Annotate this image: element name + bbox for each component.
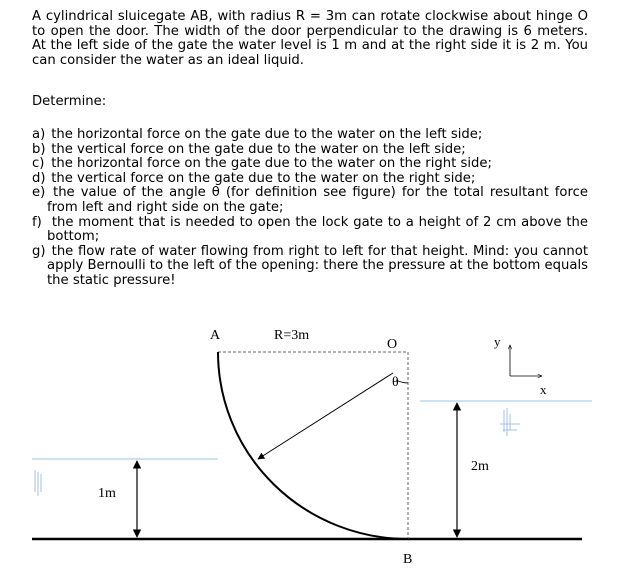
label-theta: θ (392, 375, 399, 390)
question-label: g) (32, 243, 46, 259)
problem-intro: A cylindrical sluicegate AB, with radius R = 3m can rotate clockwise about hinge O to open the door. The width of the door perpendicular to the drawing is 6 meters. At the left side of the gate the water level is 1 m and at the right side it is 2 m. You can consider the water as an ideal liquid. (32, 9, 588, 68)
question-text: the vertical force on the gate due to the water on the right side; (51, 170, 476, 186)
right-water-level-icon (500, 408, 520, 436)
label-y: y (494, 334, 501, 349)
question-label: e) (32, 185, 46, 201)
question-label: f) (32, 214, 42, 230)
label-O: O (387, 337, 398, 352)
label-B: B (403, 552, 413, 567)
question-text: the flow rate of water flowing from right to left for that height. Mind: you cannot apply Bernoulli to the left of the opening: there the pressure at the bottom equals the static pressure! (47, 243, 588, 288)
label-R: R=3m (274, 328, 310, 343)
question-label: d) (32, 170, 46, 186)
question-text: the horizontal force on the gate due to the water on the left side; (51, 127, 483, 142)
sluice-gate-arc (218, 352, 408, 539)
question-text: the value of the angle θ (for definition see figure) for the total resultant force from left and right side on the gate; (47, 185, 588, 215)
question-text: the horizontal force on the gate due to the water on the right side; (51, 156, 492, 172)
label-2m: 2m (471, 459, 489, 474)
determine-heading: Determine: (32, 94, 107, 109)
question-label: a) (32, 127, 46, 142)
axis-system-icon (510, 345, 542, 376)
question-label: b) (32, 141, 46, 157)
question-label: c) (32, 156, 45, 172)
label-x: x (540, 382, 547, 397)
label-A: A (210, 328, 221, 343)
radius-arrow (258, 373, 393, 459)
left-water-level-icon (35, 470, 41, 496)
question-text: the vertical force on the gate due to the water on the left side; (51, 141, 466, 157)
question-text: the moment that is needed to open the lock gate to a height of 2 cm above the bottom; (47, 214, 588, 245)
label-1m: 1m (98, 486, 116, 501)
